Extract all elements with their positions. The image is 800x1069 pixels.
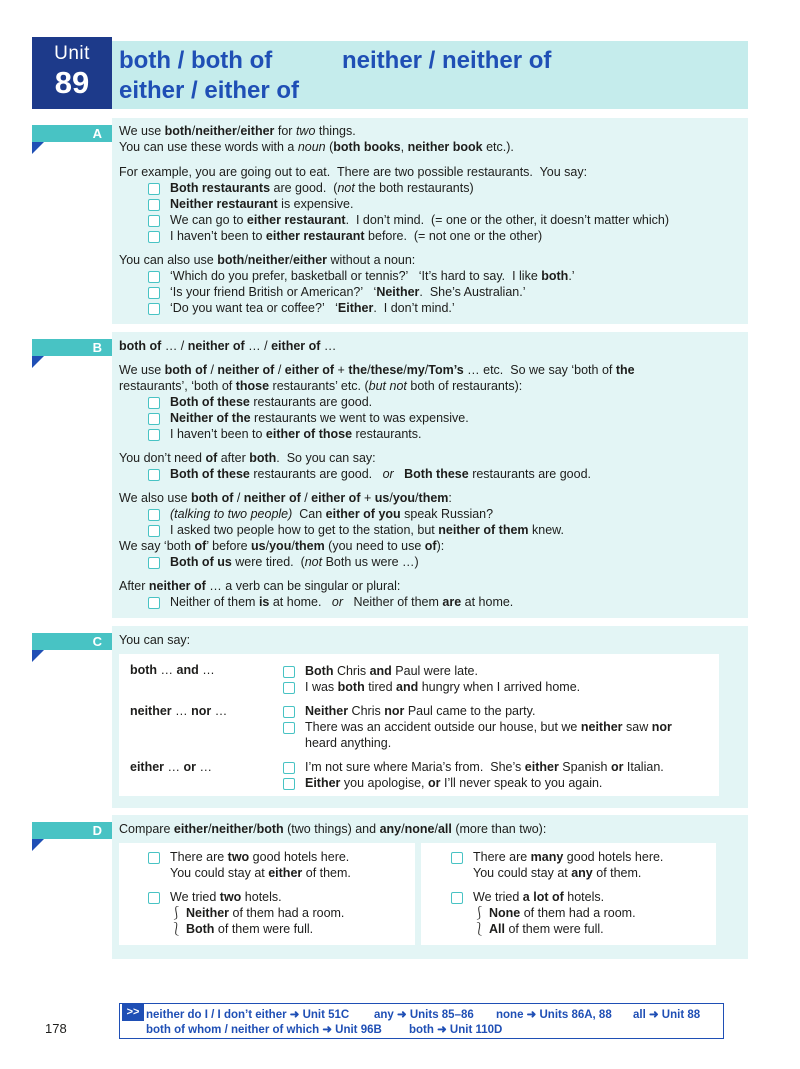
example-continuation: You could stay at any of them. <box>473 866 642 880</box>
example-item: Both restaurants are good. (not the both restaurants) <box>170 181 474 195</box>
section-marker-c <box>32 650 44 662</box>
section-label-a: A <box>32 125 112 142</box>
page-title-part2: neither / neither of <box>342 47 552 74</box>
example-continuation: heard anything. <box>305 736 392 750</box>
text-line: You can say: <box>119 633 191 647</box>
page-number: 178 <box>45 1021 67 1036</box>
example-item: There are two good hotels here. <box>170 850 350 864</box>
xref-link[interactable]: any ➜ Units 85–86 <box>374 1009 474 1021</box>
unit-label: Unit <box>54 43 90 64</box>
example-item: Both of these restaurants are good. <box>170 395 373 409</box>
section-marker-d <box>32 839 44 851</box>
construction-label: both … and … <box>130 663 215 677</box>
example-item: We tried a lot of hotels. <box>473 890 605 904</box>
example-item: I haven’t been to either restaurant before. (= not one or the other) <box>170 229 543 243</box>
text-line: We use both of / neither of / either of + the/these/my/Tom’s … etc. So we say ‘both of the <box>119 363 635 377</box>
page-title-part1: both / both of <box>119 47 273 74</box>
xref-link[interactable]: all ➜ Unit 88 <box>633 1009 701 1021</box>
section-label-b: B <box>32 339 112 356</box>
text-line: You can use these words with a noun (both books, neither book etc.). <box>119 140 514 154</box>
construction-label: either … or … <box>130 760 212 774</box>
example-continuation: ⎰ None of them had a room. <box>473 906 636 920</box>
example-item: Neither of them is at home. or Neither of them are at home. <box>170 595 514 609</box>
text-line: We say ‘both of’ before us/you/them (you need to use of): <box>119 539 445 553</box>
example-item: ‘Do you want tea or coffee?’ ‘Either. I don’t mind.’ <box>170 301 455 315</box>
cross-reference-box <box>119 1003 724 1039</box>
xref-link[interactable]: none ➜ Units 86A, 88 <box>496 1009 612 1021</box>
double-chevron-icon: >> <box>122 1004 144 1021</box>
text-line: both of … / neither of … / either of … <box>119 339 337 353</box>
example-item: Neither restaurant is expensive. <box>170 197 354 211</box>
example-item: We can go to either restaurant. I don’t mind. (= one or the other, it doesn’t matter which) <box>170 213 669 227</box>
page-title-part3: either / either of <box>119 77 300 104</box>
text-line: You can also use both/neither/either without a noun: <box>119 253 416 267</box>
example-continuation: ⎰ Neither of them had a room. <box>170 906 345 920</box>
example-item: Neither Chris nor Paul came to the party. <box>305 704 536 718</box>
text-line: restaurants’, ‘both of those restaurants’ etc. (but not both of restaurants): <box>119 379 523 393</box>
text-line: You don’t need of after both. So you can say: <box>119 451 376 465</box>
unit-number: 89 <box>54 65 90 100</box>
xref-link[interactable]: both of whom / neither of which ➜ Unit 96B <box>146 1024 382 1036</box>
section-label-c: C <box>32 633 112 650</box>
example-item: Both Chris and Paul were late. <box>305 664 478 678</box>
example-continuation: ⎱ All of them were full. <box>473 922 604 936</box>
section-marker-a <box>32 142 44 154</box>
text-line: For example, you are going out to eat. There are two possible restaurants. You say: <box>119 165 588 179</box>
unit-badge <box>32 37 112 109</box>
example-item: (talking to two people) Can either of you speak Russian? <box>170 507 494 521</box>
example-continuation: You could stay at either of them. <box>170 866 351 880</box>
example-continuation: ⎱ Both of them were full. <box>170 922 314 936</box>
section-marker-b <box>32 356 44 368</box>
example-item: There are many good hotels here. <box>473 850 664 864</box>
example-item: There was an accident outside our house, but we neither saw nor <box>305 720 672 734</box>
construction-label: neither … nor … <box>130 704 228 718</box>
example-item: Neither of the restaurants we went to was expensive. <box>170 411 469 425</box>
example-item: I’m not sure where Maria’s from. She’s either Spanish or Italian. <box>305 760 664 774</box>
example-item: Both of these restaurants are good. or Both these restaurants are good. <box>170 467 592 481</box>
example-item: I haven’t been to either of those restaurants. <box>170 427 422 441</box>
text-line: Compare either/neither/both (two things) and any/none/all (more than two): <box>119 822 547 836</box>
section-label-d: D <box>32 822 112 839</box>
example-item: I was both tired and hungry when I arrived home. <box>305 680 581 694</box>
xref-link[interactable]: both ➜ Unit 110D <box>409 1024 503 1036</box>
example-item: ‘Is your friend British or American?’ ‘Neither. She’s Australian.’ <box>170 285 526 299</box>
example-item: We tried two hotels. <box>170 890 282 904</box>
xref-link[interactable]: neither do I / I don’t either ➜ Unit 51C <box>146 1009 350 1021</box>
example-item: Both of us were tired. (not Both us were …) <box>170 555 419 569</box>
text-line: We use both/neither/either for two things. <box>119 124 356 138</box>
text-line: We also use both of / neither of / either of + us/you/them: <box>119 491 452 505</box>
example-item: ‘Which do you prefer, basketball or tennis?’ ‘It’s hard to say. I like both.’ <box>170 269 575 283</box>
example-item: Either you apologise, or I’ll never speak to you again. <box>305 776 603 790</box>
text-line: After neither of … a verb can be singular or plural: <box>119 579 401 593</box>
example-item: I asked two people how to get to the station, but neither of them knew. <box>170 523 564 537</box>
